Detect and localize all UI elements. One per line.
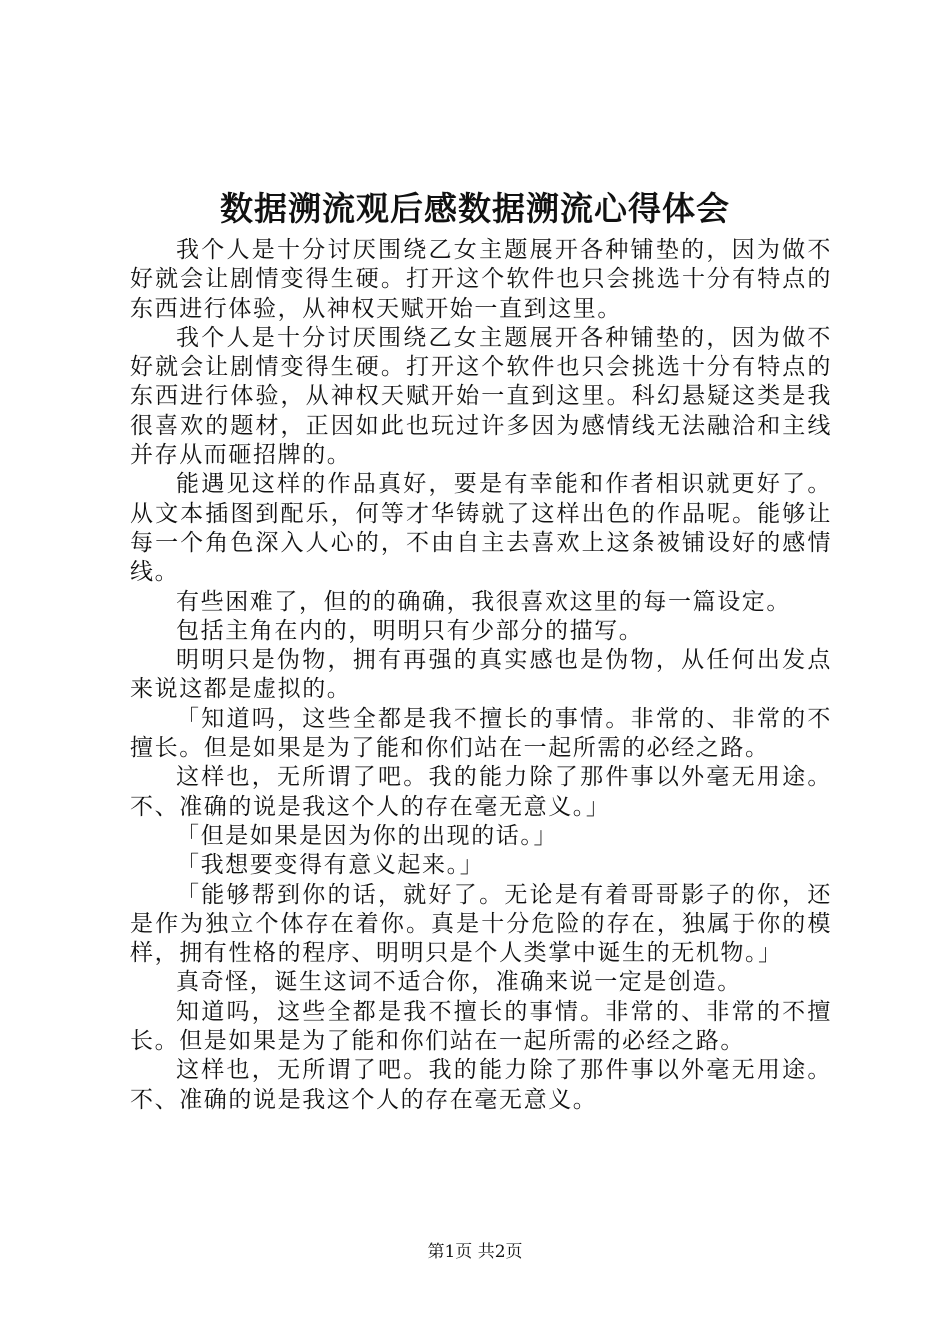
page-number-footer: 第1页 共2页	[427, 1242, 523, 1262]
paragraph: 这样也，无所谓了吧。我的能力除了那件事以外毫无用途。不、准确的说是我这个人的存在毫无意义。」	[130, 764, 832, 820]
document-body	[130, 236, 832, 1115]
paragraph: 我个人是十分讨厌围绕乙女主题展开各种铺垫的，因为做不好就会让剧情变得生硬。打开这个软件也只会挑选十分有特点的东西进行体验，从神权天赋开始一直到这里。	[130, 237, 832, 322]
paragraph: 知道吗，这些全都是我不擅长的事情。非常的、非常的不擅长。但是如果是为了能和你们站在一起所需的必经之路。	[130, 998, 832, 1055]
paragraph: 「知道吗，这些全都是我不擅长的事情。非常的、非常的不擅长。但是如果是为了能和你们站在一起所需的必经之路。	[130, 705, 832, 762]
paragraph: 我个人是十分讨厌围绕乙女主题展开各种铺垫的，因为做不好就会让剧情变得生硬。打开这个软件也只会挑选十分有特点的东西进行体验，从神权天赋开始一直到这里。科幻悬疑这类是我很喜欢的题材，正因如此也玩过许多因为感情线无法融洽和主线并存从而砸招牌的。	[130, 324, 832, 469]
paragraph: 明明只是伪物，拥有再强的真实感也是伪物，从任何出发点来说这都是虚拟的。	[130, 647, 832, 703]
paragraph: 「能够帮到你的话，就好了。无论是有着哥哥影子的你，还是作为独立个体存在着你。真是十分危险的存在，独属于你的模样，拥有性格的程序、明明只是个人类掌中诞生的无机物。」	[130, 881, 832, 967]
paragraph: 这样也，无所谓了吧。我的能力除了那件事以外毫无用途。不、准确的说是我这个人的存在毫无意义。	[130, 1057, 832, 1113]
paragraph: 能遇见这样的作品真好，要是有幸能和作者相识就更好了。从文本插图到配乐，何等才华铸就了这样出色的作品呢。能够让每一个角色深入人心的，不由自主去喜欢上这条被铺设好的感情线。	[130, 471, 832, 586]
paragraph: 有些困难了，但的的确确，我很喜欢这里的每一篇设定。	[176, 588, 791, 615]
paragraph: 包括主角在内的，明明只有少部分的描写。	[176, 617, 644, 644]
paragraph: 真奇怪，诞生这词不适合你，准确来说一定是创造。	[176, 969, 742, 996]
document-title: 数据溯流观后感数据溯流心得体会	[220, 189, 730, 228]
paragraph: 「但是如果是因为你的出现的话。」	[176, 822, 559, 849]
paragraph: 「我想要变得有意义起来。」	[176, 852, 485, 879]
